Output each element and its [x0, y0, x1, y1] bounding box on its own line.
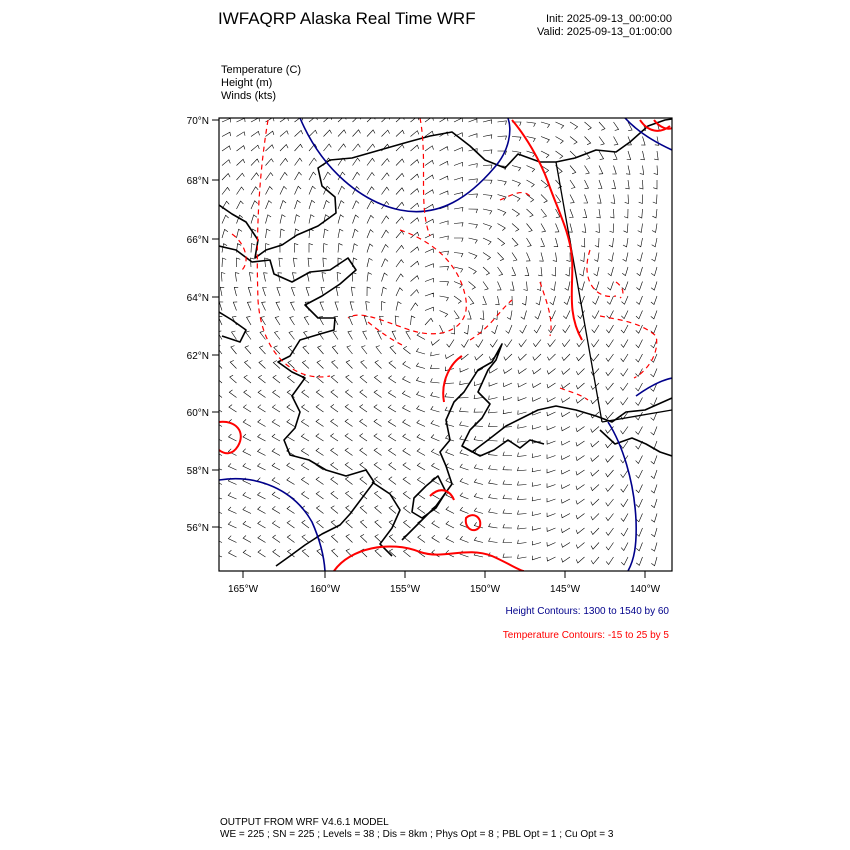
init-time: Init: 2025-09-13_00:00:00	[546, 13, 672, 25]
lat-label: 62°N	[186, 351, 209, 362]
temperature-contour-legend: Temperature Contours: -15 to 25 by 5	[502, 630, 669, 641]
map-frame	[219, 118, 672, 571]
model-footer-line1: OUTPUT FROM WRF V4.6.1 MODEL	[220, 817, 389, 828]
lon-label: 140°W	[629, 584, 661, 595]
variable-winds: Winds (kts)	[221, 90, 276, 102]
model-footer-line2: WE = 225 ; SN = 225 ; Levels = 38 ; Dis = 8km ; Phys Opt = 8 ; PBL Opt = 1 ; Cu Opt = 3	[220, 829, 614, 840]
lon-label: 165°W	[227, 584, 259, 595]
map-area	[214, 116, 672, 571]
lon-label: 150°W	[469, 584, 501, 595]
variable-height: Height (m)	[221, 77, 273, 89]
coastline	[219, 119, 672, 566]
height-contour-legend: Height Contours: 1300 to 1540 by 60	[505, 606, 669, 617]
lon-label: 155°W	[389, 584, 421, 595]
lat-label: 70°N	[186, 116, 209, 127]
variable-temperature: Temperature (C)	[221, 64, 302, 76]
map-title: IWFAQRP Alaska Real Time WRF	[218, 9, 476, 28]
lon-label: 160°W	[309, 584, 341, 595]
valid-time: Valid: 2025-09-13_01:00:00	[537, 26, 672, 38]
temperature-contours	[219, 120, 672, 571]
lat-tick-marks	[212, 120, 219, 527]
wind-barb-field	[214, 116, 660, 566]
lat-label: 56°N	[186, 523, 209, 534]
lat-label: 64°N	[186, 293, 209, 304]
wind-barbs	[214, 116, 660, 566]
lon-tick-marks	[243, 571, 645, 578]
height-contours	[219, 118, 672, 571]
lon-label: 145°W	[549, 584, 581, 595]
lat-label: 60°N	[186, 408, 209, 419]
lat-label: 58°N	[186, 466, 209, 477]
lat-label: 66°N	[186, 235, 209, 246]
lat-label: 68°N	[186, 176, 209, 187]
temperature-contours-dashed	[232, 118, 657, 400]
